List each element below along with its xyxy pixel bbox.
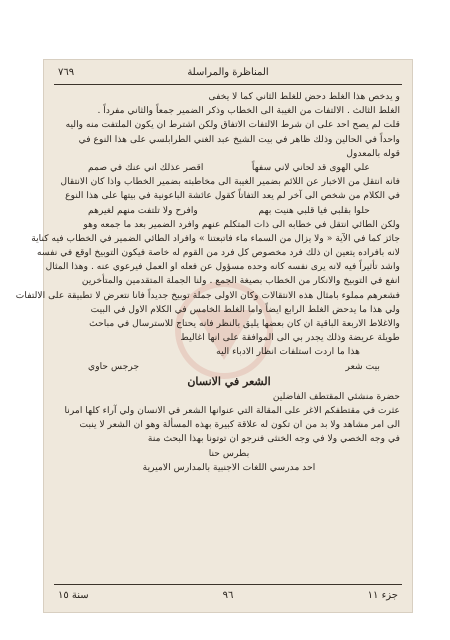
page-header (44, 64, 412, 82)
text-line: الغلط الثالث . الالتفات من الغيبة الى الخطاب وذكر الضمير جمعاً والثاني مفرداً . (97, 105, 400, 117)
signature-name: جرجس حاوي (88, 360, 140, 372)
text-line: هذا ما اردت استلفات انظار الادباء اليه (216, 346, 360, 358)
page-footer (58, 588, 398, 604)
document-page (15, 60, 412, 612)
footer-part: جزء ١١ (367, 590, 398, 601)
signature-place: بيت شعر (345, 360, 380, 372)
verse-line (58, 204, 400, 218)
running-title: المناظرة والمراسلة (187, 67, 269, 78)
text-line: عثرت في مقتطفكم الاغر على المقالة التي عنوانها الشعر في الانسان ولي آراء كلها امرنا (64, 404, 400, 416)
verse-line (58, 161, 400, 175)
article-body (15, 90, 400, 580)
text-line: جائز كما في الآية « ولا يزال من السماء ماء فاتبعتنا » وافراد الطائي الضمير في الخطاب فيه كناية (31, 232, 400, 244)
text-line: ولكن الطائي انتقل في خطابه الى ذات المتكلم عنهم وافرد الضمير بعد ما جمعه وهو (83, 218, 400, 230)
text-line: الى امر مشاهد ولا بد من ان تكون له علاقة كبيرة بهذه المسألة وهو ان الشعر لا ينبت (79, 419, 400, 431)
text-line: طويلة عريضة وذلك يجدر بي الى الموافقة على انها اغاليط (180, 332, 400, 344)
text-line: في وجه الخصي ولا في وجه الخنثى فنرجو ان توتونا بهذا البحث منة (147, 433, 400, 445)
footer-rule (54, 584, 402, 585)
verse-hemistich-right: حلوا بقلبي فيا قلبي هنيت بهم (258, 204, 370, 216)
signature-name: بطرس حنا (208, 447, 250, 459)
signature-row (58, 360, 400, 374)
text-line: قلت لم يصح احد على ان شرط الالتفات الاتفاق ولكن اشترط ان يكون الملتفت منه واليه (65, 119, 400, 131)
text-line: فشعرهم مملوء بامثال هذه الانتقالات وكان الاولى جملة توبيخ جديداً فانا نتعرض لا تطبيقة على الالتفات (15, 289, 400, 301)
text-line: واشد تأثيراً فيه لانه يرى نفسه كانه وحده مسؤول عن فعله او العمل فيرعوي عنه . وهذا المثال (45, 261, 400, 273)
text-line: واحداً في الحالين وذلك ظاهر في بيت الشيخ عبد الغني الطرابلسي على هذا النوع في (78, 133, 400, 145)
header-rule (54, 84, 402, 85)
verse-hemistich-right: علي الهوى قد لحاني لاني سفهاً (251, 161, 370, 173)
verse-hemistich-left: اقصر عذلك اني عنك في صمم (88, 161, 204, 173)
footer-page-number: ٩٦ (222, 590, 234, 601)
text-line: انفع في التوبيخ والانكار من الخطاب بصيغة الجمع . ولنا الجملة المتقدمين والمتأخرين (81, 275, 400, 287)
text-line: والاغلاط الاربعة الباقية ان كان بعضها يليق بالنظر فانه يحتاج للاسترسال في مباحث (89, 318, 400, 329)
text-line: قوله بالمعدول (346, 147, 400, 159)
text-line: فانه انتقل من الاخبار عن اللائم بضمير الغيبة الى مخاطبته بضمير الخطاب واذا كان الانتقال (60, 176, 400, 188)
article-title: الشعر في الانسان (187, 374, 271, 388)
salutation: حضرة منشئي المقتطف الفاضلين (272, 390, 400, 402)
text-line: في الكلام من شخص الى آخر لم يعد التفاتاً كقول عائشة الباعونية في بيتها على هذا النوع (65, 190, 400, 202)
text-line: و يدخص هذا الغلط دحض للغلط الثاني كما لا يخفى (208, 91, 400, 102)
header-page-number: ٧٦٩ (58, 67, 75, 78)
text-line: ولي هذا ما يدحض الغلط الرابع ايضاً واما الغلط الخامس في الكلام الاول في البيت (90, 303, 400, 315)
verse-hemistich-left: وافرح ولا تلتفت منهم لغيرهم (88, 204, 198, 216)
signature-title: احد مدرسي اللغات الاجنبية بالمدارس الاميرية (142, 461, 316, 473)
footer-year: سنة ١٥ (58, 590, 89, 601)
text-line: لانه بافراده يتعين ان ذلك فرد مخصوص كل فرد من القوم له خاصة فيكون التوبيخ اوقع في نفسه (36, 247, 400, 259)
